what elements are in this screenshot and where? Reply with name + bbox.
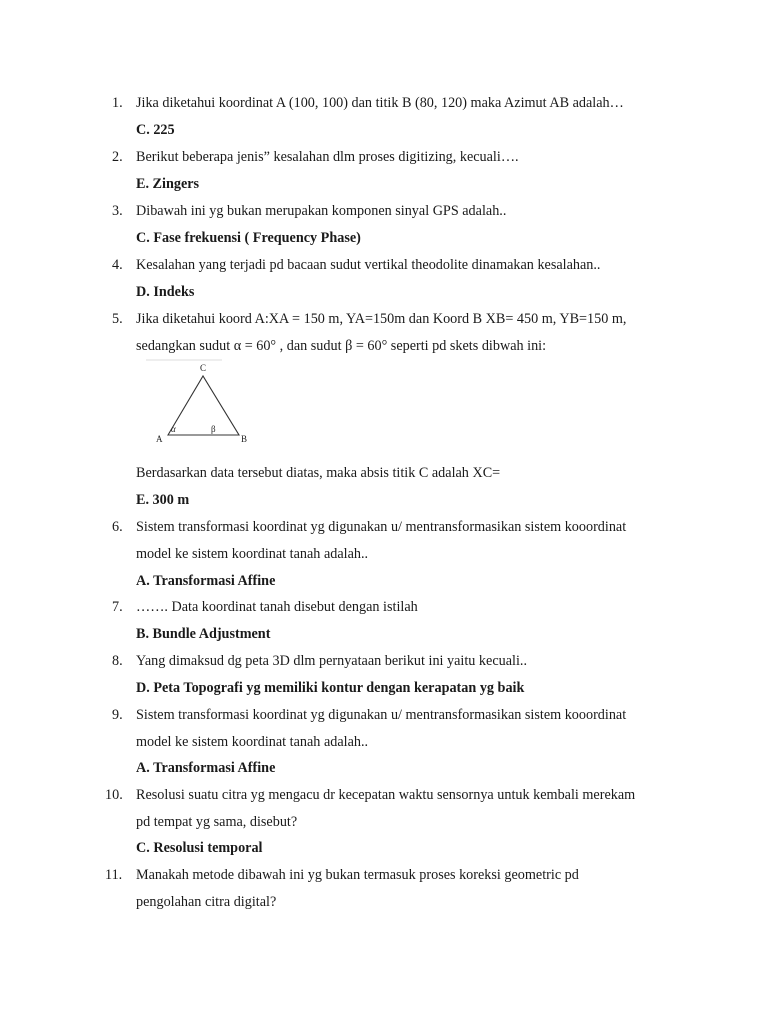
question-number: 8. bbox=[112, 653, 123, 669]
question-text: sedangkan sudut α = 60° , dan sudut β = 60° seperti pd skets dibwah ini: bbox=[136, 338, 547, 354]
answer-text: E. Zingers bbox=[136, 176, 200, 192]
angle-beta-label: β bbox=[211, 424, 216, 434]
question-number: 5. bbox=[112, 311, 123, 327]
question-text: Berdasarkan data tersebut diatas, maka absis titik C adalah XC= bbox=[136, 465, 501, 481]
question-number: 9. bbox=[112, 707, 123, 723]
question-text: Sistem transformasi koordinat yg digunakan u/ mentransformasikan sistem kooordinat bbox=[136, 519, 627, 535]
question-text: Jika diketahui koord A:XA = 150 m, YA=150m dan Koord B XB= 450 m, YB=150 m, bbox=[136, 311, 627, 327]
question-text: Resolusi suatu citra yg mengacu dr kecepatan waktu sensornya untuk kembali merekam bbox=[136, 787, 636, 803]
triangle-sketch bbox=[144, 358, 256, 448]
question-number: 4. bbox=[112, 257, 123, 273]
question-text: Berikut beberapa jenis” kesalahan dlm proses digitizing, kecuali…. bbox=[136, 149, 519, 165]
question-text: model ke sistem koordinat tanah adalah.. bbox=[136, 546, 369, 562]
question-number: 11. bbox=[105, 867, 123, 883]
question-text: Sistem transformasi koordinat yg digunakan u/ mentransformasikan sistem kooordinat bbox=[136, 707, 627, 723]
triangle-shape bbox=[168, 376, 239, 435]
answer-text: E. 300 m bbox=[136, 492, 190, 508]
question-text: ……. Data koordinat tanah disebut dengan istilah bbox=[136, 599, 418, 615]
question-number: 3. bbox=[112, 203, 123, 219]
question-number: 10. bbox=[105, 787, 123, 803]
question-number: 2. bbox=[112, 149, 123, 165]
question-text: model ke sistem koordinat tanah adalah.. bbox=[136, 734, 369, 750]
question-text: Yang dimaksud dg peta 3D dlm pernyataan berikut ini yaitu kecuali.. bbox=[136, 653, 527, 669]
question-text: Jika diketahui koordinat A (100, 100) dan titik B (80, 120) maka Azimut AB adalah… bbox=[136, 95, 624, 111]
question-number: 1. bbox=[112, 95, 123, 111]
vertex-c-label: C bbox=[200, 363, 207, 373]
answer-text: D. Indeks bbox=[136, 284, 195, 300]
question-text: Kesalahan yang terjadi pd bacaan sudut vertikal theodolite dinamakan kesalahan.. bbox=[136, 257, 601, 273]
question-number: 6. bbox=[112, 519, 123, 535]
vertex-a-label: A bbox=[156, 434, 163, 444]
answer-text: A. Transformasi Affine bbox=[136, 573, 276, 589]
answer-text: C. 225 bbox=[136, 122, 175, 138]
answer-text: B. Bundle Adjustment bbox=[136, 626, 271, 642]
answer-text: C. Fase frekuensi ( Frequency Phase) bbox=[136, 230, 361, 246]
vertex-b-label: B bbox=[241, 434, 248, 444]
angle-alpha-label: α bbox=[171, 424, 176, 434]
answer-text: C. Resolusi temporal bbox=[136, 840, 263, 856]
question-text: Manakah metode dibawah ini yg bukan termasuk proses koreksi geometric pd bbox=[136, 867, 579, 883]
question-text: pd tempat yg sama, disebut? bbox=[136, 814, 298, 830]
question-number: 7. bbox=[112, 599, 123, 615]
question-text: Dibawah ini yg bukan merupakan komponen sinyal GPS adalah.. bbox=[136, 203, 507, 219]
answer-text: A. Transformasi Affine bbox=[136, 760, 276, 776]
answer-text: D. Peta Topografi yg memiliki kontur dengan kerapatan yg baik bbox=[136, 680, 525, 696]
question-text: pengolahan citra digital? bbox=[136, 894, 277, 910]
